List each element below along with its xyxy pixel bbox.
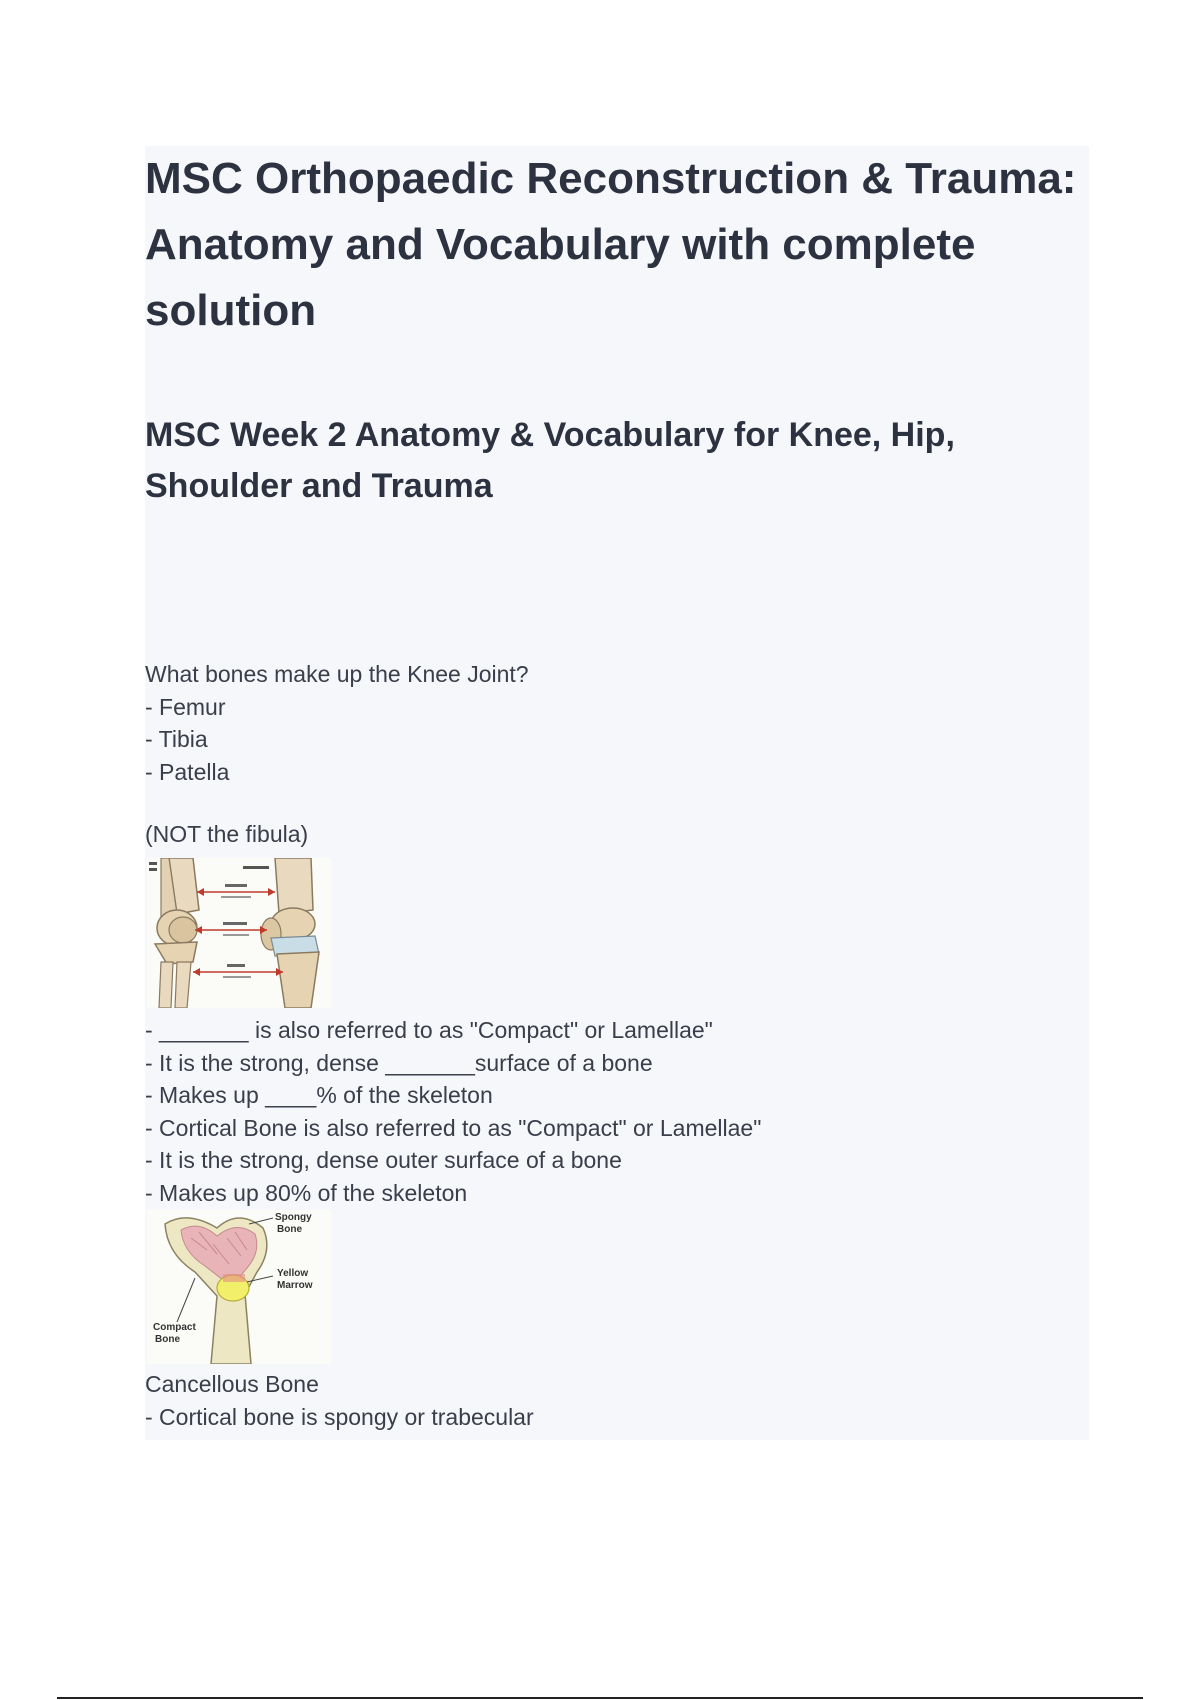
cortical-question [145, 1014, 1085, 1209]
answer-line: - Femur [145, 693, 226, 720]
bone-label: Compact [153, 1322, 196, 1333]
knee-joint-diagram-icon [147, 858, 331, 1008]
prompt-line: - It is the strong, dense _______surface of a bone [145, 1049, 653, 1076]
document-title: MSC Orthopaedic Reconstruction & Trauma: Anatomy and Vocabulary with complete solution [145, 154, 1077, 335]
prompt-line: - _______ is also referred to as "Compact" or Lamellae" [145, 1017, 713, 1043]
note-line: (NOT the fibula) [145, 821, 309, 847]
answer-line: - Tibia [145, 726, 208, 752]
bone-label: Bone [155, 1334, 180, 1345]
prompt-line: - Makes up ____% of the skeleton [145, 1082, 493, 1108]
answer-line: - Cortical bone is spongy or trabecular [145, 1403, 534, 1430]
document-body [145, 146, 1089, 1440]
answer-line: - Patella [145, 758, 230, 785]
bone-label: Spongy [275, 1212, 312, 1223]
bone-label: Bone [277, 1224, 302, 1235]
knee-question [145, 658, 1085, 788]
term-line: Cancellous Bone [145, 1371, 319, 1397]
question-line: What bones make up the Knee Joint? [145, 661, 529, 687]
bone-cross-section-icon [147, 1210, 331, 1364]
bone-label: Yellow [277, 1268, 309, 1279]
document-subtitle: MSC Week 2 Anatomy & Vocabulary for Knee, Hip, Shoulder and Trauma [145, 416, 955, 505]
bone-label: Marrow [277, 1280, 313, 1291]
cancellous-question [145, 1368, 1085, 1433]
answer-line: - It is the strong, dense outer surface of a bone [145, 1147, 622, 1173]
knee-note [145, 818, 1085, 851]
answer-line: - Cortical Bone is also referred to as "Compact" or Lamellae" [145, 1114, 762, 1141]
footer-divider [57, 1697, 1143, 1699]
answer-line: - Makes up 80% of the skeleton [145, 1179, 468, 1206]
